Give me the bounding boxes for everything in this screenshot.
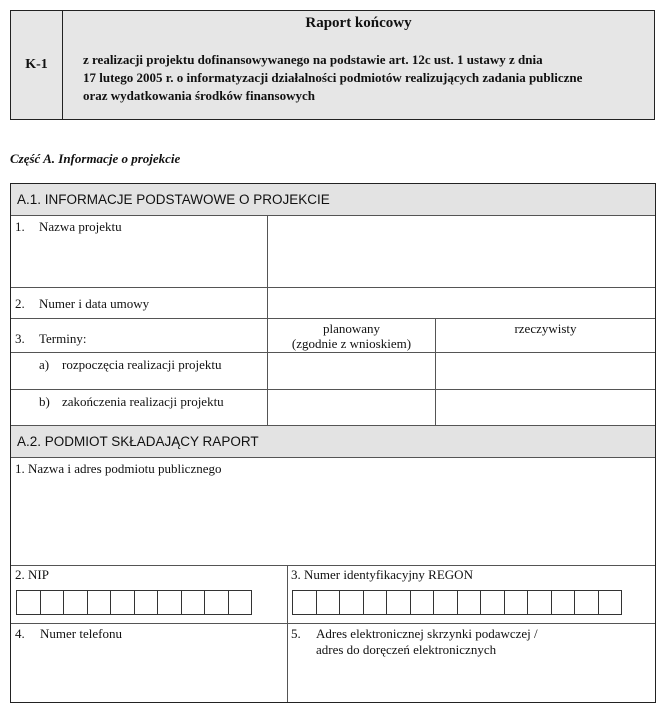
header-line-2: 17 lutego 2005 r. o informatyzacji działalności podmiotów realizujących zadania publiczne xyxy=(83,70,583,85)
email-label-line1: Adres elektronicznej skrzynki podawczej / xyxy=(316,626,538,641)
planned-column-header xyxy=(268,321,435,351)
email-field[interactable] xyxy=(288,660,655,702)
name-address-label: 1. Nazwa i adres podmiotu publicznego xyxy=(15,461,222,476)
report-header xyxy=(10,10,655,120)
row-agreement-label: Numer i data umowy xyxy=(39,296,150,311)
phone-number-label-num: 4. xyxy=(15,626,25,641)
nip-label: 2. NIP xyxy=(15,567,49,582)
row-dates-label: Terminy: xyxy=(39,331,87,346)
name-address-field[interactable] xyxy=(11,478,655,565)
regon-digit-boxes[interactable] xyxy=(292,590,622,615)
report-title: Raport końcowy xyxy=(305,15,412,31)
end-planned-field[interactable] xyxy=(268,390,435,425)
phone-number-label: Numer telefonu xyxy=(40,626,122,641)
part-title: Część A. Informacje o projekcie xyxy=(10,151,181,166)
row-agreement-number: 2. xyxy=(15,296,25,311)
phone-field[interactable] xyxy=(11,644,286,702)
actual-column-header: rzeczywisty xyxy=(514,321,577,336)
project-name-field[interactable] xyxy=(268,216,655,287)
planned-sublabel: (zgodnie z wnioskiem) xyxy=(291,336,412,351)
row-project-name-label: Nazwa projektu xyxy=(39,219,122,234)
start-planned-field[interactable] xyxy=(268,353,435,389)
row-start-label: rozpoczęcia realizacji projektu xyxy=(62,357,222,372)
end-actual-field[interactable] xyxy=(436,390,655,425)
agreement-field[interactable] xyxy=(268,288,655,318)
start-actual-field[interactable] xyxy=(436,353,655,389)
regon-label: 3. Numer identyfikacyjny REGON xyxy=(291,567,473,582)
section-a1-heading: A.1. INFORMACJE PODSTAWOWE O PROJEKCIE xyxy=(11,184,655,215)
row-end-label: zakończenia realizacji projektu xyxy=(62,394,224,409)
row-project-name-number: 1. xyxy=(15,219,25,234)
header-line-1: z realizacji projektu dofinansowywanego na podstawie art. 12c ust. 1 ustawy z dnia xyxy=(83,52,543,67)
email-label-num: 5. xyxy=(291,626,301,641)
section-a2-heading: A.2. PODMIOT SKŁADAJĄCY RAPORT xyxy=(11,426,655,457)
planned-label: planowany xyxy=(322,321,381,336)
nip-digit-boxes[interactable] xyxy=(16,590,252,615)
email-label-line2: adres do doręczeń elektronicznych xyxy=(316,642,497,657)
header-line-3: oraz wydatkowania środków finansowych xyxy=(83,88,315,103)
row-end-number: b) xyxy=(39,394,50,409)
row-start-number: a) xyxy=(39,357,50,372)
row-dates-number: 3. xyxy=(15,331,25,346)
form-code: K-1 xyxy=(11,11,63,119)
